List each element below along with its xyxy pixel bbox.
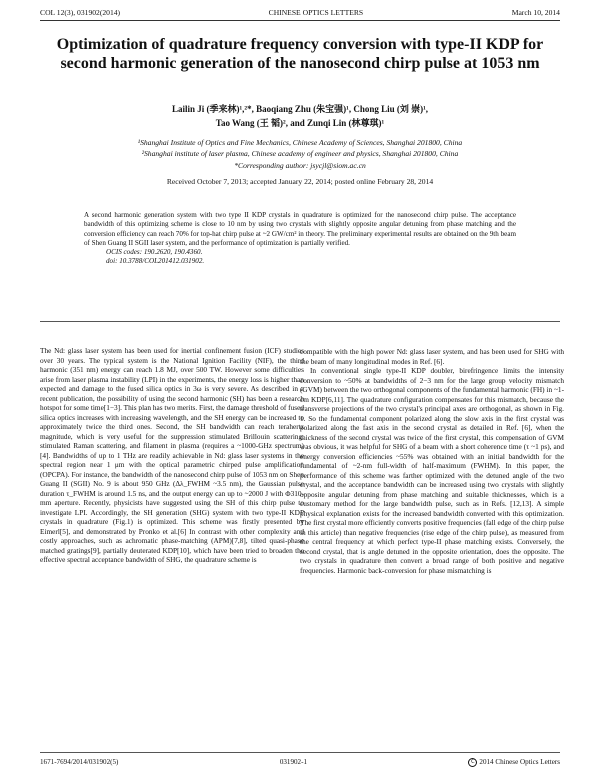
footer-rule [40, 752, 560, 753]
copyright-text: 2014 Chinese Optics Letters [479, 758, 560, 767]
copyright-icon: C [468, 758, 477, 767]
header-rule [40, 20, 560, 21]
right-column [300, 347, 564, 575]
issue-date: March 10, 2014 [511, 8, 560, 17]
abstract-text: A second harmonic generation system with two type II KDP crystals in quadrature is optimized for the nanosecond chirp pulse. The acceptance bandwidth of this optimizing scheme is close to 10 nm by using two crystals with slightly opposite angular detuning from phase matching and the conversion efficiency can reach 70% for top-hat chirp pulse at ~2 GW/cm² in theory. The preliminary experimental results are obtained on the 9th beam of Shen Guang II SGII laser system, and the performance of optimization is partially verified. [84, 211, 516, 247]
corresponding-author: *Corresponding author: jsycjl@siom.ac.cn [234, 160, 366, 170]
page-footer [40, 758, 560, 767]
journal-name: CHINESE OPTICS LETTERS [268, 8, 364, 17]
author-line-1: Lailin Ji (季来林)¹,²*, Baoqiang Zhu (朱宝强)¹, Chong Liu (刘 崇)¹, [171, 104, 429, 114]
affiliation-1: ¹Shanghai Institute of Optics and Fine Mechanics, Chinese Academy of Sciences, Shanghai 201800, China [137, 138, 463, 147]
issn: 1671-7694/2014/031902(5) [40, 758, 119, 766]
body-paragraph: compatible with the high power Nd: glass laser system, and has been used for SHG with the beam of many longitudinal modes in Ref. [6]. [300, 347, 564, 366]
paper-title: Optimization of quadrature frequency conversion with type-II KDP for second harmonic generation of the nanosecond chirp pulse at 1053 nm [56, 36, 544, 72]
received-dates: Received October 7, 2013; accepted January 22, 2014; posted online February 28, 2014 [166, 177, 434, 186]
author-line-2: Tao Wang (王 韬)², and Zunqi Lin (林尊琪)¹ [215, 118, 385, 128]
running-header [40, 8, 560, 17]
affiliations [40, 137, 560, 171]
copyright-notice [468, 758, 560, 767]
page-number: 031902-1 [279, 758, 308, 766]
body-paragraph: The Nd: glass laser system has been used for inertial confinement fusion (ICF) studies over 30 years. The typical system is the National Ignition Facility (NIF), the third harmonic (351 nm) energy can reach 1.8 MJ, over 500 TW. However some difficulties arise from laser plasma instability (LPI) in the experiments, the energy loss is higher than expected and damage to the fused silica optics in 3ω is very severe. As described in a recent publication, the possibility of using the second harmonic (SH) has been a research hotspot for some time[1−3]. This plan has two merits. First, the damage threshold of fused silica optics increases with increasing wavelength, and the SH energy can be increased to approximately twice the third ones. Second, the SH bandwidth can reach terahertz magnitude, which is very useful for the suppression stimulated Brillouin scattering, stimulated Raman scattering, and filament in plasma (requires a ~1000-GHz spectrum)[4]. Bandwidths of up to 1 THz are readily achievable in Nd: glass laser systems in the spectral region near 1 μm with the optical parametric chirped pulse amplification (OPCPA). For instance, the bandwidth of the nanosecond chirp pulse of 1053 nm on Shen Guang II (SGII) No. 9 is about 950 GHz (Δλ_FWHM ~3.5 nm), the Gaussian pulse duration τ_FWHM is around 1.5 ns, and the output energy can up to ~2000 J with Φ310-mm aperture. Recently, physicists have suggested using the SH of this chirp pulse to investigate LPI. Accordingly, the SH generation (SHG) system with two type-II KDP crystals in quadrature (Fig.1) is optimized. This scheme was firstly presented by Eimerl[5], and demonstrated by Pronko et al.[6] In contrast with other complexity and costly approaches, such as achromatic phase-matching (APM)[7,8], tilted quasi-phase matched gratings[9], partially deuterated KDP[10], which have been tried to broaden the effective spectral acceptance bandwidth of SHG, the quadrature scheme is [40, 346, 304, 565]
left-column [40, 346, 304, 565]
ocis-codes: OCIS codes: 190.2620, 190.4360. [106, 248, 203, 257]
abstract-rule [40, 321, 560, 322]
author-list [40, 102, 560, 130]
body-paragraph: In conventional single type-II KDP doubler, birefringence limits the intensity conversion to ~50% at bandwidths of 2−3 nm for the large group velocity mismatch (GVM) between the two orthogonal components of the fundamental harmonic (FH) in ~1-cm KDP[6,11]. The quadrature configuration compensates for this mismatch, because the transverse projections of the two crystal's principal axes are orthogonal, as shown in Fig. 1. So the fundamental component polarized along the slow axis in the first crystal was polarized along the fast axis in the second crystal as detailed in Ref. [6], when the thickness of the second crystal was twice of the first crystal, this compensation of GVM was obvious, it was helpful for SHG of a beam with a short coherence time (τ ~1 ps), and energy conversion efficiencies ~55% was obtained with an initial bandwidth for the fundamental of ~2-nm full-width of half-maximum (FWHM). In this paper, the performance of this scheme was farther optimized with the detuned angle of the two crystal, and the acceptance bandwidth can be increased using two crystals with slightly opposite angular detuning from phase matching and suitable thicknesses, which is a customary method for the large bandwidth pulse, such as in Refs. [12,13]. A simple physical explanation exists for the increased bandwidth converted with this optimization. The first crystal more efficiently converts positive frequencies (fall edge of the chirp pulse in this article) than negative frequencies (rise edge of the chirp pulse), as measured from the central frequency at which perfect type-II phase matching exists. Conversely, the second crystal, that is angle detuned in the opposite orientation, does the opposite. The two crystals in quadrature then convert a broad range of both positive and negative frequencies. Harmonic back-conversion for phase mismatching is [300, 366, 564, 575]
affiliation-2: ²Shanghai institute of laser plasma, Chinese academy of engineer and physics, Shanghai 201800, China [141, 149, 459, 159]
doi: doi: 10.3788/COL201412.031902. [106, 257, 205, 266]
abstract [84, 211, 516, 267]
journal-ref: COL 12(3), 031902(2014) [40, 8, 121, 17]
